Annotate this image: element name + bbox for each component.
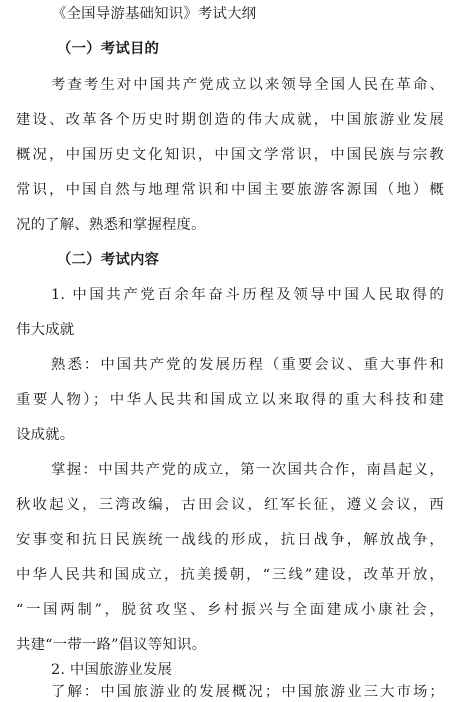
paragraph-line: 况的了解、熟悉和掌握程度。 [16, 217, 206, 233]
master-line: 掌握：中国共产党的成立，第一次国共合作，南昌起义， [51, 462, 444, 478]
understand-line: 了解：中国旅游业的发展概况；中国旅游业三大市场； [51, 684, 444, 700]
familiar-line: 熟悉：中国共产党的发展历程（重要会议、重大事件和 [51, 357, 444, 373]
section-heading-purpose: （一）考试目的 [57, 40, 160, 57]
master-line: 秋收起义，三湾改编，古田会议，红军长征，遵义会议，西 [16, 497, 444, 513]
master-line: 中华人民共和国成立，抗美援朝，“三线”建设，改革开放， [16, 567, 444, 583]
familiar-line: 重要人物）；中华人民共和国成立以来取得的重大科技和建 [16, 392, 444, 408]
paragraph-line: 建设、改革各个历史时期创造的伟大成就，中国旅游业发展 [16, 112, 444, 128]
master-line: 安事变和抗日民族统一战线的形成，抗日战争，解放战争， [16, 532, 444, 548]
item-title-line: 1. 中国共产党百余年奋斗历程及领导中国人民取得的 [51, 287, 444, 303]
item-title: 2. 中国旅游业发展 [51, 662, 173, 678]
master-line: 共建“一带一路”倡议等知识。 [16, 637, 207, 653]
paragraph-line: 常识，中国自然与地理常识和中国主要旅游客源国（地）概 [16, 182, 444, 198]
familiar-line: 设成就。 [16, 427, 75, 443]
document-title: 《全国导游基础知识》考试大纲 [52, 6, 257, 22]
section-heading-content: （二）考试内容 [57, 251, 160, 268]
master-line: “一国两制”，脱贫攻坚、乡村振兴与全面建成小康社会， [16, 602, 444, 618]
item-title-line: 伟大成就 [16, 322, 75, 338]
paragraph-line: 考查考生对中国共产党成立以来领导全国人民在革命、 [51, 77, 444, 93]
paragraph-line: 概况，中国历史文化知识，中国文学常识，中国民族与宗教 [16, 147, 444, 163]
